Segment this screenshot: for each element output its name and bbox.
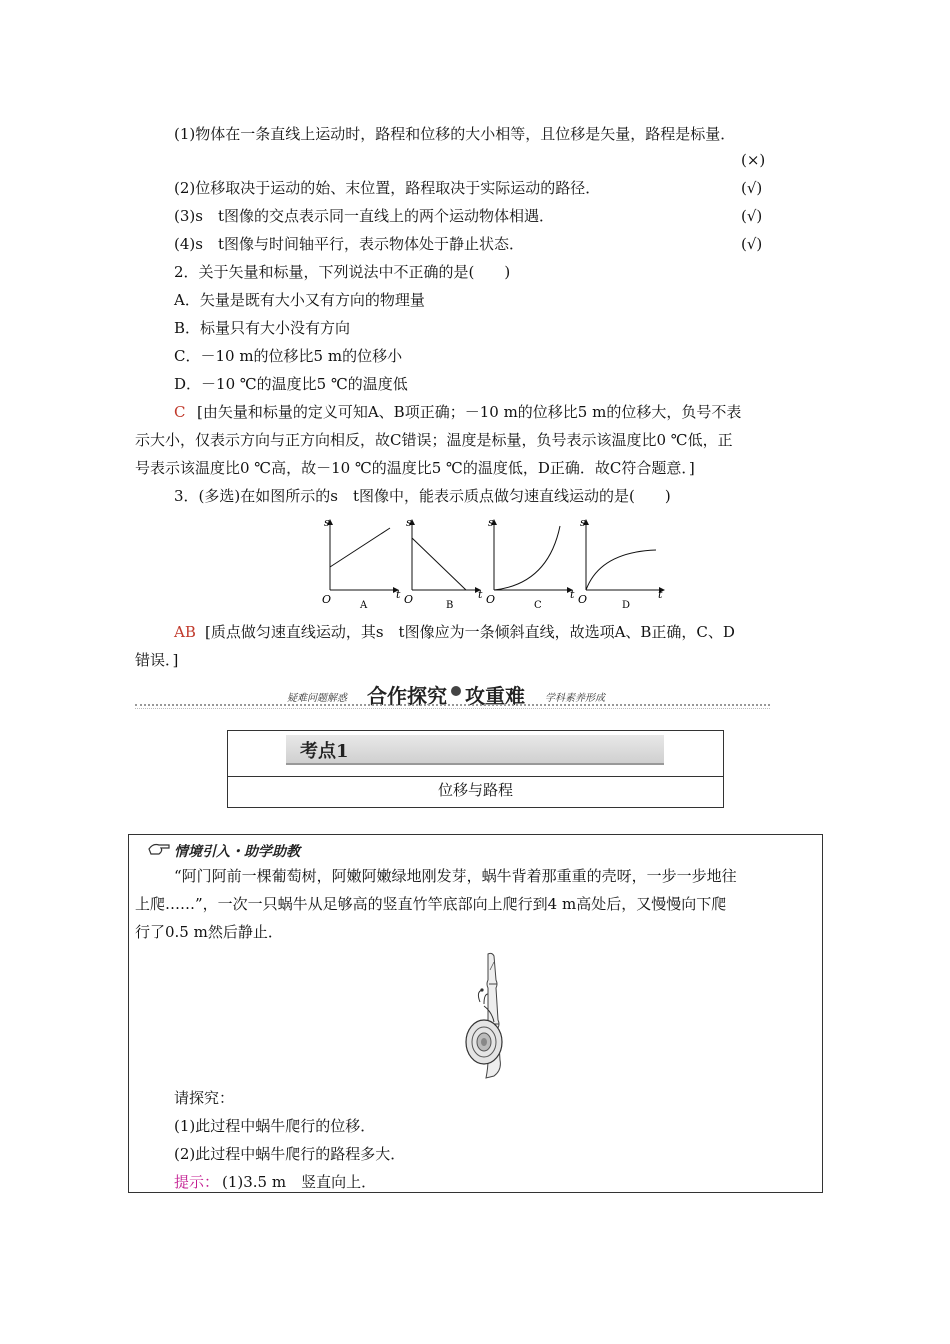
graph-d (578, 516, 664, 611)
q2-option-d: D．－10 ℃的温度比5 ℃的温度低 (174, 375, 408, 393)
context-paragraph-1: “阿门阿前一棵葡萄树，阿嫩阿嫩绿地刚发芽，蜗牛背着那重重的壳呀，一步一步地往 (174, 867, 737, 885)
graph-c-label: C (534, 600, 542, 611)
hint-label: 提示： (174, 1173, 220, 1191)
graph-d-origin: O (578, 593, 588, 606)
judgement-3: (3)s t图像的交点表示同一直线上的两个运动物体相遇． (174, 207, 554, 225)
topic-title: 位移与路程 (437, 781, 513, 799)
graph-a (322, 516, 401, 611)
st-graphs-figure (318, 512, 668, 614)
graph-c-origin: O (486, 593, 496, 606)
section-banner (135, 680, 770, 710)
q3-explanation-1: [质点做匀速直线运动，其s t图像应为一条倾斜直线，故选项A、B正确，C、D (205, 623, 735, 641)
explore-question-1: (1)此过程中蜗牛爬行的位移． (174, 1117, 376, 1135)
judgement-2-mark: (√) (741, 179, 763, 197)
judgement-3-mark: (√) (741, 207, 763, 225)
judgement-1: (1)物体在一条直线上运动时，路程和位移的大小相等，且位移是矢量，路程是标量． (174, 125, 736, 143)
q2-explanation-1: [由矢量和标量的定义可知A、B项正确；－10 m的位移比5 m的位移大，负号不表 (197, 403, 742, 421)
graph-b-label: B (446, 600, 454, 611)
explore-question-2: (2)此过程中蜗牛爬行的路程多大． (174, 1145, 406, 1163)
graph-c-x-axis: t (570, 588, 575, 601)
q2-stem: 2．关于矢量和标量，下列说法中不正确的是( ) (174, 263, 511, 281)
graph-c-y-axis: s (488, 516, 494, 529)
topic-box (227, 730, 724, 808)
graph-d-label: D (622, 600, 631, 611)
q2-explanation-3: 号表示该温度比0 ℃高，故－10 ℃的温度比5 ℃的温度低，D正确．故C符合题意．] (135, 459, 695, 477)
context-paragraph-2: 上爬……”，一次一只蜗牛从足够高的竖直竹竿底部向上爬行到4 m高处后，又慢慢向下爬 (135, 895, 727, 913)
topic-tag-label: 考点1 (300, 741, 349, 762)
graph-d-x-axis: t (658, 588, 663, 601)
graph-a-x-axis: t (396, 588, 401, 601)
q3-stem: 3．(多选)在如图所示的s t图像中，能表示质点做匀速直线运动的是( ) (174, 487, 671, 505)
banner-right-text: 学科素养形成 (545, 693, 605, 704)
graph-b (404, 516, 483, 611)
graph-b-x-axis: t (478, 588, 483, 601)
q2-option-a: A．矢量是既有大小又有方向的物理量 (174, 291, 425, 309)
judgement-2: (2)位移取决于运动的始、末位置，路程取决于实际运动的路径． (174, 179, 601, 197)
context-heading: 情境引入・助学助教 (174, 844, 300, 860)
judgement-4-mark: (√) (741, 235, 763, 253)
q3-answer: AB (174, 623, 196, 641)
graph-b-y-axis: s (406, 516, 412, 529)
context-paragraph-3: 行了0.5 m然后静止． (135, 923, 283, 941)
q2-option-b: B．标量只有大小没有方向 (174, 319, 351, 337)
graph-a-origin: O (322, 593, 332, 606)
hand-pointer-icon (147, 841, 171, 857)
banner-title-b: 攻重难 (465, 684, 525, 708)
banner-left-text: 疑难问题解惑 (287, 693, 347, 704)
explore-label: 请探究： (174, 1089, 235, 1107)
graph-d-y-axis: s (580, 516, 586, 529)
banner-divider (135, 704, 770, 706)
judgement-1-mark: (×) (741, 151, 766, 169)
banner-arrow-icon (451, 686, 461, 696)
graph-a-y-axis: s (324, 516, 330, 529)
q2-explanation-2: 示大小，仅表示方向与正方向相反，故C错误；温度是标量，负号表示该温度比0 ℃低，正 (135, 431, 733, 449)
graph-a-label: A (360, 600, 368, 611)
topic-tag (286, 735, 664, 765)
graph-b-origin: O (404, 593, 414, 606)
q3-explanation-2: 错误．] (135, 651, 179, 669)
graph-c (486, 516, 575, 611)
q2-option-c: C．－10 m的位移比5 m的位移小 (174, 347, 403, 365)
hint-text: (1)3.5 m 竖直向上． (222, 1173, 377, 1191)
banner-title-a: 合作探究 (367, 684, 447, 708)
q2-answer: C (174, 403, 186, 421)
judgement-4: (4)s t图像与时间轴平行，表示物体处于静止状态． (174, 235, 524, 253)
snail-on-bamboo-illustration (458, 950, 518, 1082)
